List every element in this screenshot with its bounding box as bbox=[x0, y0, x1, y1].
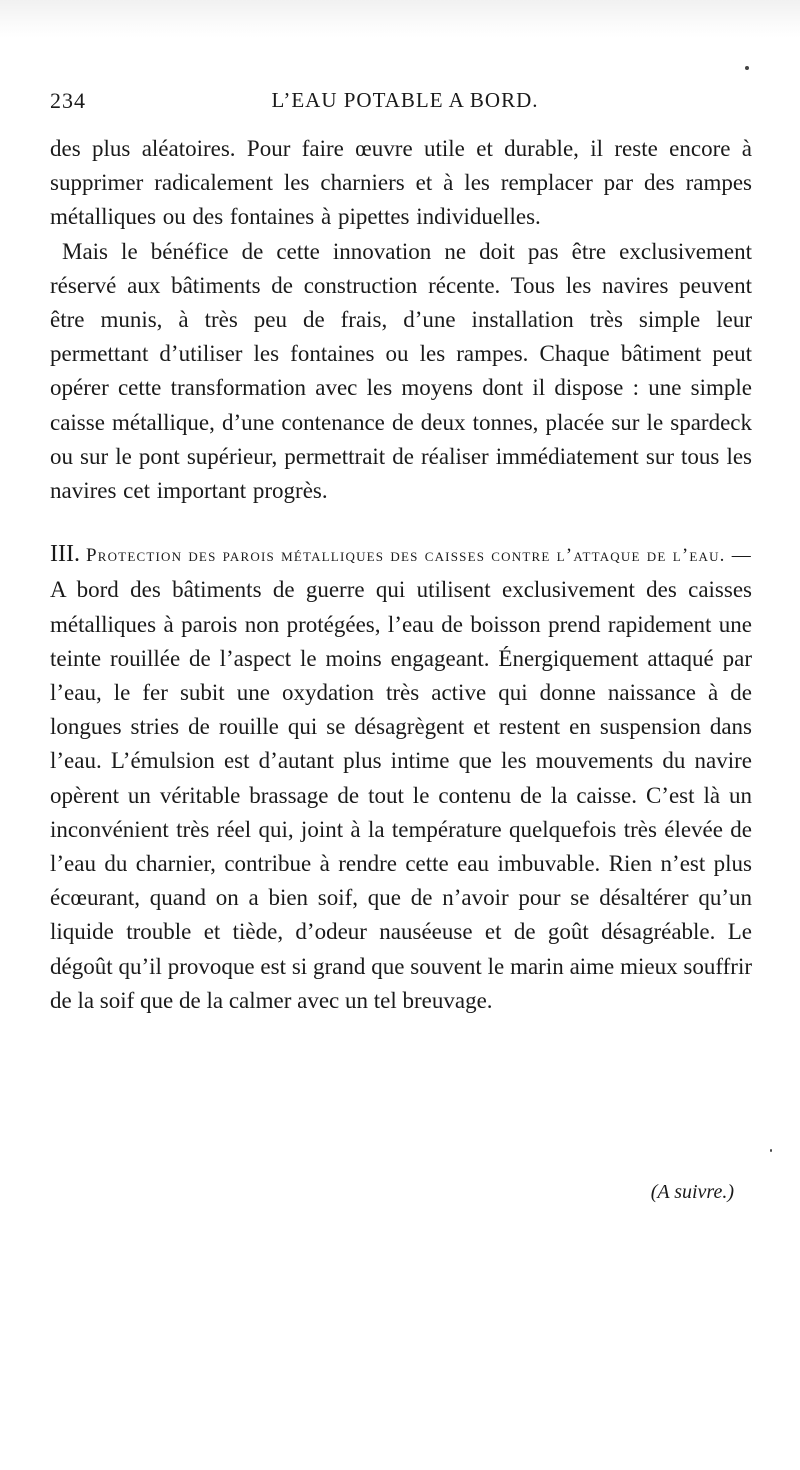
page-header bbox=[50, 88, 760, 118]
section-iii bbox=[50, 537, 752, 1018]
page-number: 234 bbox=[50, 88, 86, 113]
ink-speck bbox=[745, 66, 749, 70]
continued-note: (A suivre.) bbox=[650, 1181, 734, 1203]
section-title: Protection des parois métalliques des caisses contre l’attaque de l’eau. — bbox=[85, 545, 752, 567]
body-text bbox=[50, 132, 752, 1018]
paragraph-mais-le-benefice: Mais le bénéfice de cette innovation ne doit pas être exclusivement réservé aux bâtiments de construction récente. Tous les navires peuvent être munis, à très peu de frais, d’une installation très simple leur permettant d’utiliser les fontaines ou les rampes. Chaque bâtiment peut opérer cette transformation avec les moyens dont il dispose : une simple caisse métallique, d’une contenance de deux tonnes, placée sur le spardeck ou sur le pont supérieur, permettrait de réaliser immédiatement sur tous les navires cet important progrès. bbox=[50, 238, 752, 504]
section-number: III. bbox=[50, 541, 80, 568]
section-body: A bord des bâtiments de guerre qui utilisent exclusivement des caisses métalliques à parois non protégées, l’eau de boisson prend rapidement une teinte rouillée de l’aspect le moins engageant. Énergiquement attaqué par l’eau, le fer subit une oxydation très active qui donne naissance à de longues stries de rouille qui se désagrègent et restent en suspension dans l’eau. L’émulsion est d’autant plus intime que les mouvements du navire opèrent un véritable brassage de tout le contenu de la caisse. C’est là un inconvénient très réel qui, joint à la température quelquefois très élevée de l’eau du charnier, contribue à rendre cette eau imbuvable. Rien n’est plus écœurant, quand on a bien soif, que de n’avoir pour se désaltérer qu’un liquide trouble et tiède, d’odeur nauséeuse et de goût désagréable. Le dégoût qu’il provoque est si grand que souvent le marin aime mieux souffrir de la soif que de la calmer avec un tel breuvage. bbox=[50, 577, 752, 1013]
scan-edge-shading bbox=[0, 0, 800, 38]
ink-speck bbox=[770, 1149, 772, 1152]
running-title: L’EAU POTABLE A BORD. bbox=[271, 88, 539, 112]
paragraph-continuation: des plus aléatoires. Pour faire œuvre utile et durable, il reste encore à supprimer radicalement les charniers et à les remplacer par des rampes métalliques ou des fontaines à pipettes individuelles. bbox=[50, 136, 752, 230]
